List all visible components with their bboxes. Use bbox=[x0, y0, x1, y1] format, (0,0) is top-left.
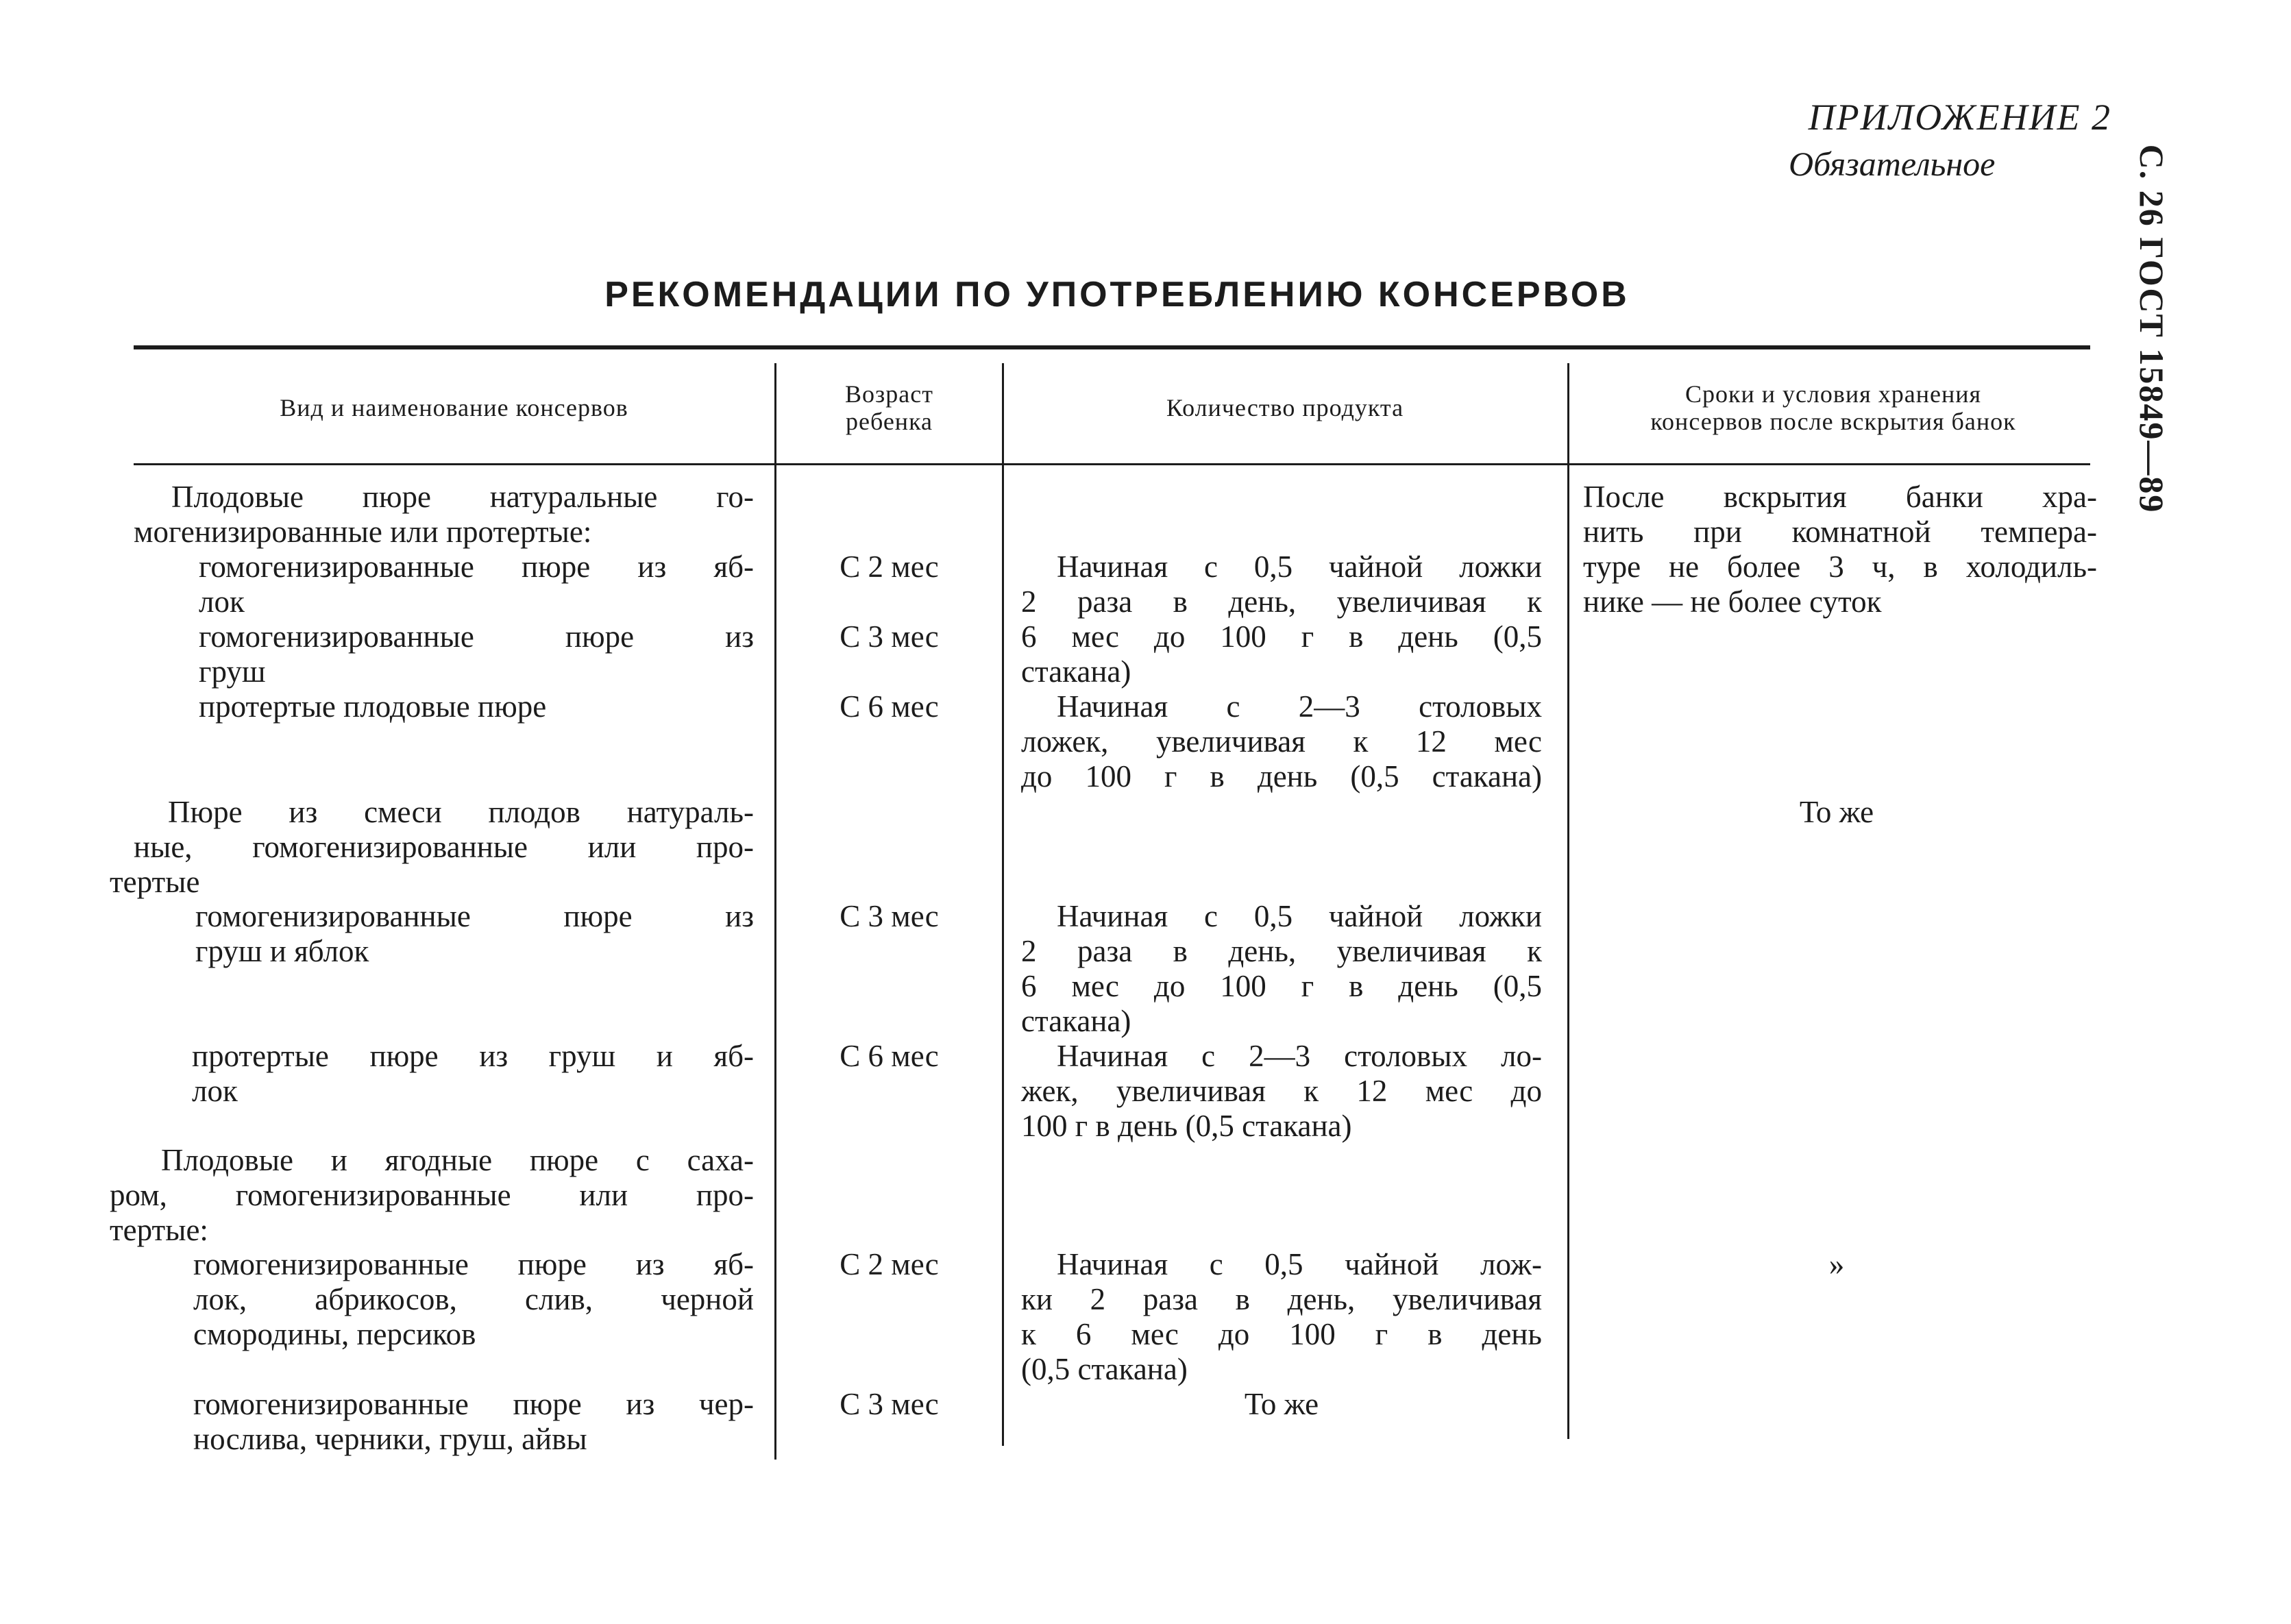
table-header-rule bbox=[134, 463, 2090, 465]
quantity-pear-apple-puree-line-2: 2 раза в день, увеличивая к bbox=[1021, 934, 1542, 968]
group-3-title-line-2: ром, гомогенизированные или про- bbox=[110, 1178, 754, 1212]
quantity-wiped-fruit-puree-line-3: до 100 г в день (0,5 стакана) bbox=[1021, 759, 1542, 793]
product-wiped-fruit-puree bbox=[137, 689, 754, 724]
quantity-apple-puree-line-4: стакана) bbox=[1021, 654, 1131, 689]
product-pear-apple-puree bbox=[134, 899, 754, 969]
group-1-storage-line-4: нике — не более суток bbox=[1583, 585, 1882, 619]
product-prune-puree bbox=[193, 1387, 754, 1457]
group-2-title-line-3: тертые bbox=[110, 865, 200, 899]
quantity-wiped-fruit-puree-line-1: Начиная с 2—3 столовых bbox=[1057, 689, 1542, 724]
age-wiped-fruit-puree: С 6 мес bbox=[840, 689, 939, 724]
group-1-title-line-1: Плодовые пюре натуральные го- bbox=[171, 480, 754, 514]
group-2-storage bbox=[1576, 795, 2097, 830]
group-1-storage-line-3: туре не более 3 ч, в холодиль- bbox=[1583, 550, 2097, 584]
product-apple-puree-line-1: гомогенизированные пюре из яб- bbox=[199, 550, 754, 584]
quantity-wiped-pear-apple-puree-line-2: жек, увеличивая к 12 мес до bbox=[1021, 1074, 1542, 1108]
quantity-prune-puree bbox=[1021, 1387, 1542, 1422]
product-wiped-fruit-puree-line-1: протертые плодовые пюре bbox=[199, 689, 547, 724]
quantity-wiped-pear-apple-puree-line-1: Начиная с 2—3 столовых ло- bbox=[1057, 1039, 1542, 1073]
column-header-storage bbox=[1573, 356, 2094, 459]
age-pear-puree: С 3 мес bbox=[840, 619, 939, 654]
quantity-pear-apple-puree bbox=[1021, 899, 1542, 1039]
column-divider-3 bbox=[1567, 363, 1569, 1439]
quantity-pear-apple-puree-line-1: Начиная с 0,5 чайной ложки bbox=[1057, 899, 1542, 933]
column-header-age bbox=[781, 356, 997, 459]
side-page-code bbox=[2121, 110, 2183, 548]
product-sugar-homog-puree-line-2: лок, абрикосов, слив, черной bbox=[193, 1282, 754, 1316]
group-2-title-line-2: ные, гомогенизированные или про- bbox=[134, 830, 754, 864]
column-header-kind-text: Вид и наименование консервов bbox=[280, 394, 628, 421]
group-3-storage-line-1: » bbox=[1828, 1247, 1845, 1281]
group-1-storage-line-1: После вскрытия банки хра- bbox=[1583, 480, 2097, 514]
quantity-wiped-fruit-puree bbox=[1021, 689, 1542, 794]
product-pear-apple-puree-line-1: гомогенизированные пюре из bbox=[195, 899, 754, 933]
quantity-apple-puree-line-2: 2 раза в день, увеличивая к bbox=[1021, 585, 1542, 619]
product-pear-puree-line-1: гомогенизированные пюре из bbox=[199, 619, 754, 654]
group-2-title bbox=[110, 795, 754, 900]
product-pear-puree bbox=[137, 619, 754, 689]
quantity-pear-apple-puree-line-4: стакана) bbox=[1021, 1004, 1131, 1038]
group-1-storage-line-2: нить при комнатной темпера- bbox=[1583, 515, 2097, 549]
group-2-storage-line-1: То же bbox=[1799, 795, 1874, 829]
column-divider-2 bbox=[1002, 363, 1004, 1446]
product-pear-puree-line-2: груш bbox=[199, 654, 266, 689]
quantity-sugar-homog-puree-line-4: (0,5 стакана) bbox=[1021, 1352, 1188, 1386]
column-header-quantity bbox=[1007, 356, 1563, 459]
group-1-title-line-2: могенизированные или протертые: bbox=[134, 515, 592, 549]
table-top-rule bbox=[134, 345, 2090, 349]
quantity-sugar-homog-puree-line-2: ки 2 раза в день, увеличивая bbox=[1021, 1282, 1542, 1316]
column-header-quantity-text: Количество продукта bbox=[1166, 394, 1404, 421]
group-3-storage bbox=[1576, 1247, 2097, 1282]
column-header-age-text: Возраст ребенка bbox=[845, 380, 933, 435]
product-apple-puree-line-2: лок bbox=[199, 585, 245, 619]
product-prune-puree-line-2: нослива, черники, груш, айвы bbox=[193, 1422, 587, 1456]
product-sugar-homog-puree bbox=[193, 1247, 754, 1352]
quantity-sugar-homog-puree-line-1: Начиная с 0,5 чайной лож- bbox=[1057, 1247, 1542, 1281]
quantity-apple-puree bbox=[1021, 550, 1542, 689]
quantity-sugar-homog-puree-line-3: к 6 мес до 100 г в день bbox=[1021, 1317, 1542, 1351]
quantity-pear-apple-puree-line-3: 6 мес до 100 г в день (0,5 bbox=[1021, 969, 1542, 1003]
group-3-title-line-1: Плодовые и ягодные пюре с саха- bbox=[161, 1143, 754, 1177]
quantity-wiped-pear-apple-puree bbox=[1021, 1039, 1542, 1144]
group-2-title-line-1: Пюре из смеси плодов натураль- bbox=[168, 795, 754, 829]
product-apple-puree bbox=[137, 550, 754, 619]
product-wiped-pear-apple-puree-line-2: лок bbox=[192, 1074, 238, 1108]
age-pear-apple-puree: С 3 мес bbox=[840, 899, 939, 933]
quantity-wiped-pear-apple-puree-line-3: 100 г в день (0,5 стакана) bbox=[1021, 1109, 1352, 1143]
group-3-title bbox=[110, 1143, 754, 1248]
age-prune-puree: С 3 мес bbox=[840, 1387, 939, 1421]
group-1-title bbox=[134, 480, 754, 550]
group-3-title-line-3: тертые: bbox=[110, 1213, 208, 1247]
age-wiped-pear-apple-puree: С 6 мес bbox=[840, 1039, 939, 1073]
column-divider-1 bbox=[774, 363, 776, 1460]
quantity-wiped-fruit-puree-line-2: ложек, увеличивая к 12 мес bbox=[1021, 724, 1542, 759]
age-sugar-homog-puree: С 2 мес bbox=[840, 1247, 939, 1281]
quantity-prune-puree-line-1: То же bbox=[1244, 1387, 1319, 1421]
quantity-apple-puree-line-3: 6 мес до 100 г в день (0,5 bbox=[1021, 619, 1542, 654]
product-pear-apple-puree-line-2: груш и яблок bbox=[195, 934, 369, 968]
page-title: РЕКОМЕНДАЦИИ ПО УПОТРЕБЛЕНИЮ КОНСЕРВОВ bbox=[604, 275, 1630, 315]
product-sugar-homog-puree-line-3: смородины, персиков bbox=[193, 1317, 476, 1351]
age-apple-puree: С 2 мес bbox=[840, 550, 939, 584]
quantity-sugar-homog-puree bbox=[1021, 1247, 1542, 1387]
product-wiped-pear-apple-puree bbox=[192, 1039, 754, 1109]
quantity-apple-puree-line-1: Начиная с 0,5 чайной ложки bbox=[1057, 550, 1542, 584]
product-sugar-homog-puree-line-1: гомогенизированные пюре из яб- bbox=[193, 1247, 754, 1281]
side-page-code-text: С. 26 ГОСТ 15849—89 bbox=[2133, 144, 2171, 514]
column-header-kind bbox=[137, 356, 771, 459]
product-prune-puree-line-1: гомогенизированные пюре из чер- bbox=[193, 1387, 754, 1421]
column-header-storage-text: Сроки и условия хранения консервов после вскрытия банок bbox=[1650, 380, 2016, 435]
appendix-label: ПРИЛОЖЕНИЕ 2 bbox=[1808, 97, 2111, 138]
appendix-status: Обязательное bbox=[1789, 145, 1996, 183]
product-wiped-pear-apple-puree-line-1: протертые пюре из груш и яб- bbox=[192, 1039, 754, 1073]
group-1-storage bbox=[1583, 480, 2097, 619]
